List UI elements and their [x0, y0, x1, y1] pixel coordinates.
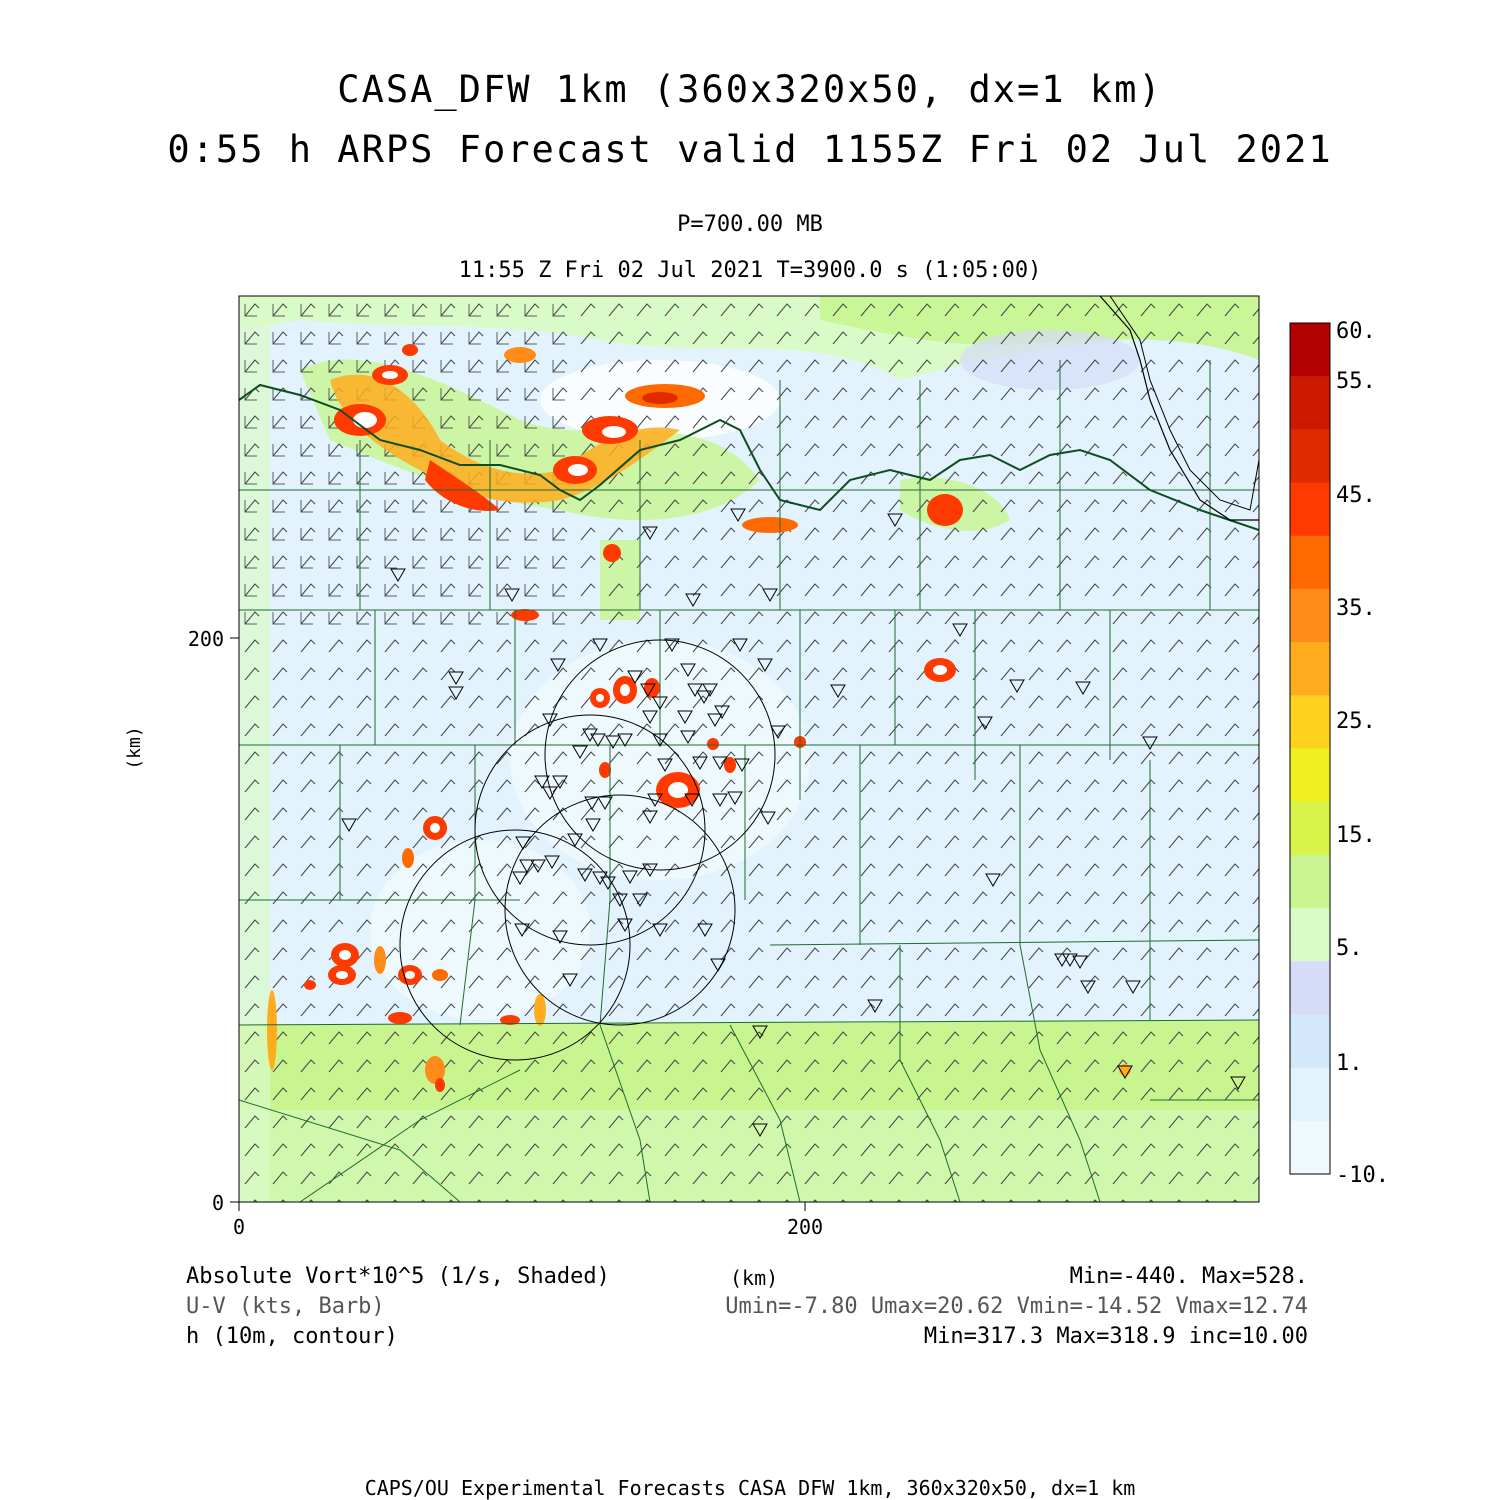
- colorbar-swatch: [1290, 483, 1330, 537]
- colorbar-label: 5.: [1336, 936, 1363, 961]
- field3-stats: Min=317.3 Max=318.9 inc=10.00: [923, 1324, 1308, 1349]
- colorbar-label: 35.: [1336, 596, 1376, 621]
- colorbar-swatch: [1290, 749, 1330, 803]
- field1-stats: Min=-440. Max=528.: [1069, 1264, 1308, 1289]
- field3-label: h (10m, contour): [186, 1324, 398, 1349]
- field1-label: Absolute Vort*10^5 (1/s, Shaded): [186, 1264, 610, 1289]
- colorbar-label: 25.: [1336, 709, 1376, 734]
- field2-label: U-V (kts, Barb): [186, 1294, 385, 1319]
- colorbar-swatch: [1290, 1014, 1330, 1068]
- colorbar-label: 55.: [1336, 369, 1376, 394]
- colorbar-swatch: [1290, 642, 1330, 696]
- colorbar-swatch: [1290, 908, 1330, 962]
- colorbar-label: -10.: [1336, 1163, 1389, 1188]
- credit-line: CAPS/OU Experimental Forecasts CASA DFW 1km, 360x320x50, dx=1 km: [364, 1476, 1136, 1500]
- pressure-level: P=700.00 MB: [677, 212, 823, 237]
- colorbar-swatch: [1290, 536, 1330, 590]
- valid-time: 11:55 Z Fri 02 Jul 2021 T=3900.0 s (1:05:00): [458, 258, 1042, 283]
- colorbar-swatch: [1290, 589, 1330, 643]
- colorbar-swatch: [1290, 961, 1330, 1015]
- plot-title-line1: CASA_DFW 1km (360x320x50, dx=1 km): [337, 68, 1163, 111]
- x-tick-0: 0: [232, 1215, 246, 1239]
- colorbar-swatch: [1290, 802, 1330, 856]
- colorbar-swatch: [1290, 376, 1330, 430]
- colorbar-label: 60.: [1336, 319, 1376, 344]
- colorbar-swatch: [1290, 1121, 1330, 1175]
- x-axis-label: (km): [730, 1266, 779, 1290]
- colorbar-swatch: [1290, 429, 1330, 483]
- field2-stats: Umin=-7.80 Umax=20.62 Vmin=-14.52 Vmax=12.74: [725, 1294, 1308, 1319]
- colorbar-label: 15.: [1336, 823, 1376, 848]
- vorticity-field: [230, 296, 1259, 1202]
- colorbar: [1290, 319, 1389, 1188]
- y-axis-label: (km): [124, 726, 145, 770]
- colorbar-swatch: [1290, 1068, 1330, 1122]
- colorbar-swatch: [1290, 695, 1330, 749]
- y-tick-0: 0: [211, 1191, 224, 1215]
- colorbar-swatch: [1290, 323, 1330, 377]
- colorbar-label: 1.: [1336, 1051, 1363, 1076]
- x-tick-200: 200: [786, 1215, 824, 1239]
- colorbar-swatch: [1290, 855, 1330, 909]
- colorbar-label: 45.: [1336, 483, 1376, 508]
- y-tick-200: 200: [187, 627, 224, 651]
- plot-title-line2: 0:55 h ARPS Forecast valid 1155Z Fri 02 Jul 2021: [167, 128, 1333, 171]
